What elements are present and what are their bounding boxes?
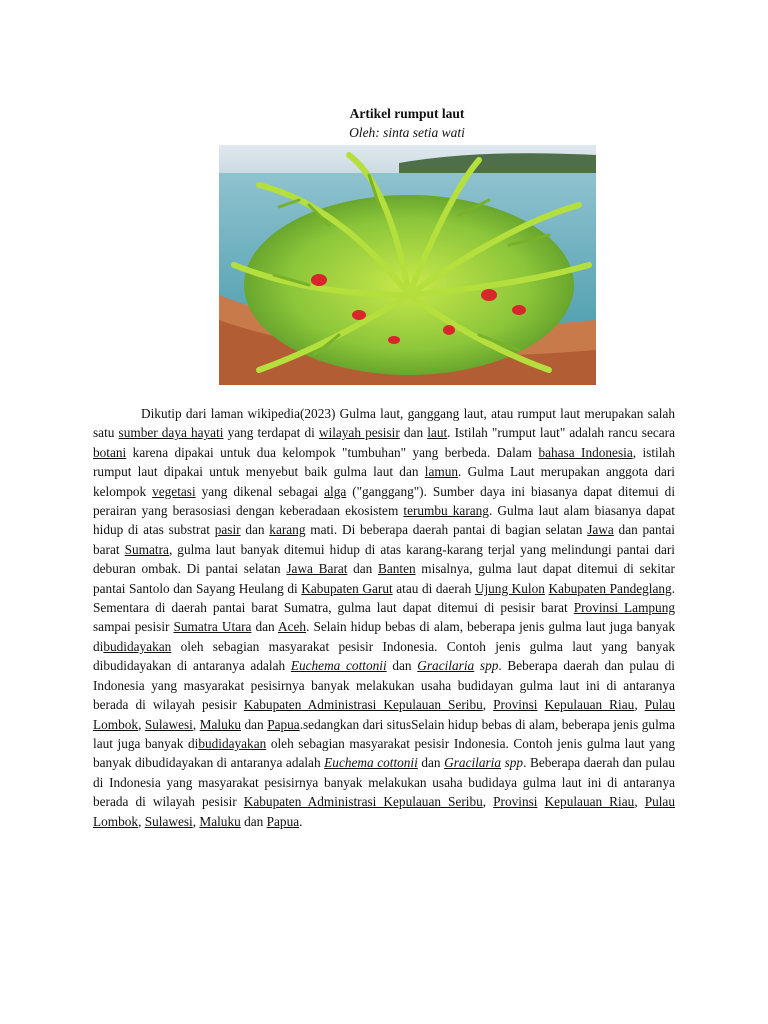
article-link[interactable]: botani	[93, 444, 127, 460]
article-link[interactable]: Kabupaten Pandeglang	[548, 580, 672, 596]
body-text-run: , gulma laut banyak ditemui hidup di atas karang-karang terjal yang melindungi pantai dari deburan ombak. Di pantai selatan	[93, 541, 675, 577]
body-text-run: dan	[347, 561, 378, 577]
body-text-run: dan	[240, 522, 270, 538]
body-text-run: dan	[251, 619, 279, 635]
article-link[interactable]: alga	[324, 483, 347, 499]
body-text-run: ,	[634, 794, 645, 810]
body-text-run	[538, 697, 545, 712]
body-text-run: mati. Di beberapa daerah pantai di bagian selatan	[305, 522, 588, 538]
body-text-run: . Gulma Laut merupakan anggota dari kelompok	[93, 464, 675, 499]
article-body	[93, 404, 675, 831]
article-link[interactable]: Ujung Kulon	[474, 580, 545, 596]
article-link[interactable]: terumbu karang	[403, 503, 489, 519]
article-link[interactable]: Provinsi Lampung	[573, 600, 676, 616]
body-text-run: ,	[482, 794, 494, 810]
italic-text: spp	[504, 755, 524, 771]
body-text-run: ,	[138, 716, 145, 732]
article-link[interactable]: Sumatra	[124, 541, 169, 557]
article-link[interactable]: lamun	[424, 464, 459, 480]
body-text-run: . Gulma laut alam biasanya dapat hidup di atas substrat	[93, 503, 675, 538]
article-link[interactable]: budidayakan	[198, 735, 267, 751]
body-text-run: dan	[417, 755, 445, 771]
body-text-run: Dikutip dari laman wikipedia(2023) Gulma laut, ganggang laut, atau rumput laut merupakan salah satu	[93, 406, 675, 441]
body-text-run: . Beberapa daerah dan pulau di Indonesia yang masyarakat pesisirnya banyak melakukan usaha budidayan gulma laut ini di antaranya berada di wilayah pesisir	[93, 658, 675, 713]
article-link[interactable]: Jawa	[587, 522, 614, 538]
article-link[interactable]: Papua	[266, 813, 300, 829]
body-text-run: karena dipakai untuk dua kelompok "tumbuhan" yang berbeda. Dalam	[126, 444, 539, 460]
article-link[interactable]: sumber daya hayati	[118, 425, 224, 441]
article-link[interactable]: Jawa Barat	[286, 561, 348, 577]
article-link[interactable]: Sumatra Utara	[173, 619, 252, 635]
body-text-run: yang dikenal sebagai	[195, 483, 325, 499]
body-text-run: . Istilah "rumput laut" adalah rancu secara	[447, 425, 675, 441]
body-text-run: ,	[634, 697, 645, 713]
body-text-run: , istilah rumput laut dipakai untuk menyebut baik gulma laut dan	[93, 444, 675, 480]
body-text-run: .sedangkan dari situsSelain hidup bebas di alam, beberapa jenis gulma laut juga banyak di	[93, 716, 676, 751]
article-paragraph	[93, 404, 675, 831]
article-link[interactable]: Papua	[267, 716, 300, 732]
article-link[interactable]: laut	[427, 425, 448, 441]
article-link[interactable]: Kepulauan Riau	[544, 794, 635, 810]
article-link[interactable]: Pulau Lombok	[93, 794, 675, 829]
article-link[interactable]: pasir	[214, 522, 241, 538]
article-link[interactable]: Euchema cottonii	[290, 658, 387, 674]
body-text-run: dan	[241, 716, 268, 732]
body-text-run: ,	[138, 813, 145, 829]
body-text-run: . Selain hidup bebas di alam, beberapa jenis gulma laut juga banyak di	[93, 619, 675, 654]
body-text-run: sampai pesisir	[93, 619, 174, 635]
article-link[interactable]: Sulawesi	[144, 716, 193, 732]
article-title: Artikel rumput laut	[349, 106, 465, 121]
article-link[interactable]: Sulawesi	[144, 813, 193, 829]
body-text-run: oleh sebagian masyarakat pesisir Indonesia. Contoh jenis gulma laut yang banyak dibudidayakan di antaranya adalah	[93, 735, 676, 771]
article-link[interactable]: Banten	[377, 561, 416, 577]
article-link[interactable]: Aceh	[278, 619, 307, 635]
body-text-run: misalnya, gulma laut dapat ditemui di sekitar pantai Santolo dan Sayang Heulang di	[93, 561, 675, 596]
body-text-run: yang terdapat di	[223, 425, 319, 441]
article-link[interactable]: Provinsi	[493, 697, 538, 713]
article-link[interactable]: Kabupaten Garut	[301, 580, 393, 596]
article-link[interactable]: Kabupaten Administrasi Kepulauan Seribu	[243, 794, 483, 810]
body-text-run: dan pantai barat	[93, 522, 675, 557]
article-link[interactable]: Gracilaria	[444, 755, 502, 771]
body-text-run: dan	[386, 658, 418, 674]
seaweed-illustration	[219, 145, 596, 385]
body-text-run	[538, 794, 545, 809]
article-link[interactable]: Provinsi	[493, 794, 538, 810]
body-text-run: oleh sebagian masyarakat pesisir Indonesia. Contoh jenis gulma laut yang banyak dibudidayakan di antaranya adalah	[93, 638, 675, 674]
article-link[interactable]: Kabupaten Administrasi Kepulauan Seribu	[243, 697, 483, 713]
body-text-run: dan	[399, 425, 428, 441]
body-text-run: ,	[482, 697, 494, 713]
italic-text: spp	[479, 658, 499, 674]
body-text-run: atau di daerah	[392, 580, 475, 596]
body-text-run: . Sementara di daerah pantai barat Sumatra, gulma laut dapat ditemui di pesisir barat	[93, 580, 676, 616]
article-link[interactable]: karang	[269, 522, 306, 538]
article-link[interactable]: Gracilaria	[417, 658, 475, 674]
body-text-run: ,	[192, 716, 200, 732]
seaweed-photo	[219, 145, 596, 385]
article-link[interactable]: Maluku	[199, 813, 241, 829]
body-text-run: ,	[192, 813, 200, 829]
body-text-run: dan	[240, 813, 267, 829]
article-link[interactable]: Kepulauan Riau	[544, 697, 635, 713]
article-link[interactable]: vegetasi	[152, 483, 196, 499]
article-link[interactable]: Euchema cottonii	[324, 755, 418, 771]
article-link[interactable]: wilayah pesisir	[318, 425, 400, 441]
body-text-run: ("ganggang"). Sumber daya ini biasanya dapat ditemui di perairan yang berasosiasi dengan keberadaan ekosistem	[93, 483, 676, 519]
article-link[interactable]: bahasa Indonesia	[538, 444, 633, 460]
article-link[interactable]: Maluku	[199, 716, 242, 732]
body-text-run: .	[299, 813, 303, 829]
article-link[interactable]: budidayakan	[103, 638, 172, 654]
body-text-run: . Beberapa daerah dan pulau di Indonesia yang masyarakat pesisirnya banyak melakukan usaha budidaya gulma laut ini di antaranya berada di wilayah pesisir	[93, 755, 675, 810]
article-byline: Oleh: sinta setia wati	[349, 125, 465, 140]
article-link[interactable]: Pulau Lombok	[93, 697, 675, 732]
